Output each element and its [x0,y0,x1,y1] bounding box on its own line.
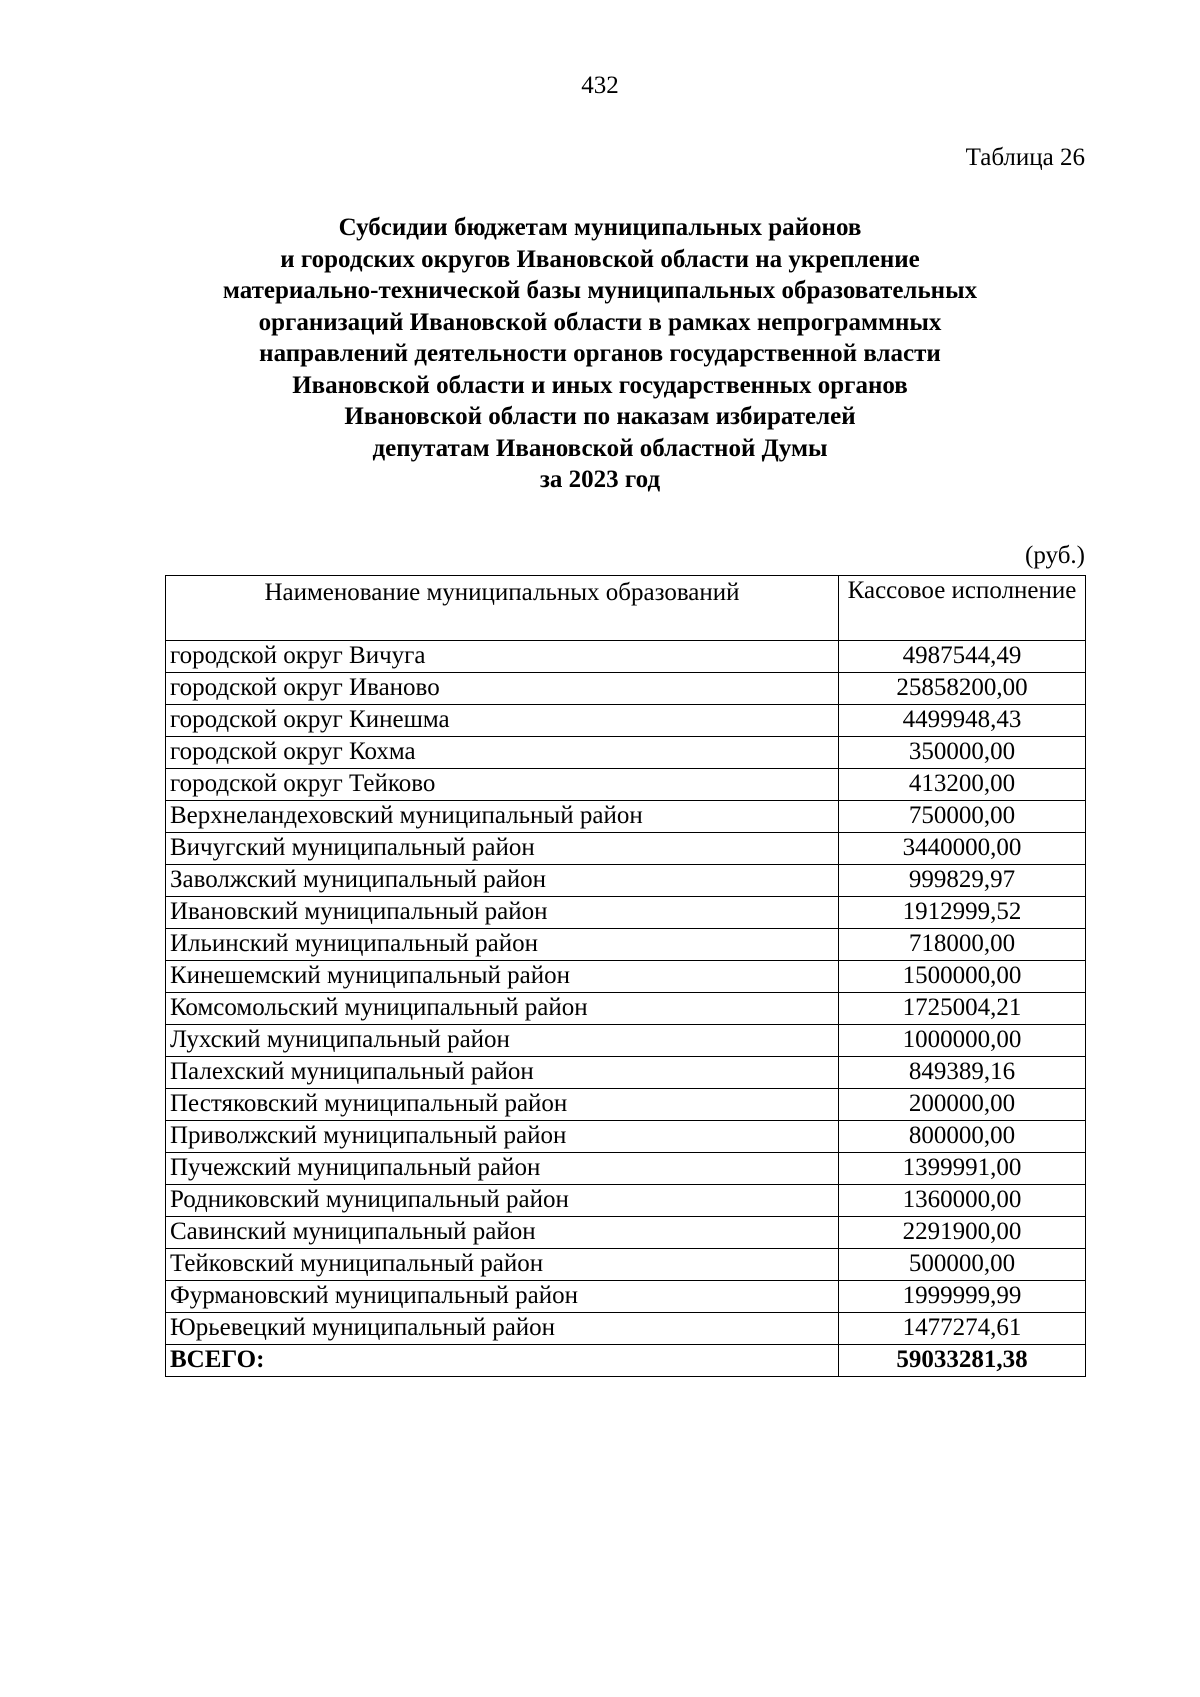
unit-label: (руб.) [1025,542,1085,569]
cash-execution-value: 1912999,52 [839,897,1086,929]
municipality-name: Пучежский муниципальный район [166,1153,839,1185]
municipality-name: Палехский муниципальный район [166,1057,839,1089]
municipality-name: городской округ Вичуга [166,641,839,673]
cash-execution-value: 500000,00 [839,1249,1086,1281]
title-line: за 2023 год [539,466,661,493]
cash-execution-value: 718000,00 [839,929,1086,961]
title-line: Ивановской области и иных государственных органов [292,371,908,399]
cash-execution-value: 3440000,00 [839,833,1086,865]
table-row [166,1217,1086,1249]
cash-execution-value: 25858200,00 [839,673,1086,705]
table-row [166,833,1086,865]
table-header-row [166,576,1086,641]
table-row [166,705,1086,737]
document-title [0,212,1200,496]
cash-execution-value: 1477274,61 [839,1313,1086,1345]
subsidies-table [165,575,1086,1377]
cash-execution-value: 1360000,00 [839,1185,1086,1217]
municipality-name: Пестяковский муниципальный район [166,1089,839,1121]
title-line: организаций Ивановской области в рамках непрограммных [258,308,942,336]
cash-execution-value: 4499948,43 [839,705,1086,737]
total-row [166,1345,1086,1377]
cash-execution-value: 1999999,99 [839,1281,1086,1313]
table-row [166,993,1086,1025]
municipality-name: Лухский муниципальный район [166,1025,839,1057]
municipality-name: Тейковский муниципальный район [166,1249,839,1281]
table-row [166,1153,1086,1185]
title-line: направлений деятельности органов государственной власти [259,340,941,367]
municipality-name: Вичугский муниципальный район [166,833,839,865]
table-row [166,1281,1086,1313]
municipality-name: Ильинский муниципальный район [166,929,839,961]
municipality-name: Юрьевецкий муниципальный район [166,1313,839,1345]
page-number: 432 [581,72,619,99]
municipality-name: Савинский муниципальный район [166,1217,839,1249]
table-row [166,1089,1086,1121]
municipality-name: Комсомольский муниципальный район [166,993,839,1025]
municipality-name: Ивановский муниципальный район [166,897,839,929]
municipality-name: Верхнеландеховский муниципальный район [166,801,839,833]
header-name: Наименование муниципальных образований [166,576,839,641]
municipality-name: Родниковский муниципальный район [166,1185,839,1217]
table-row [166,737,1086,769]
municipality-name: Приволжский муниципальный район [166,1121,839,1153]
cash-execution-value: 999829,97 [839,865,1086,897]
total-label: ВСЕГО: [166,1345,839,1377]
table-row [166,929,1086,961]
cash-execution-value: 1399991,00 [839,1153,1086,1185]
table-row [166,897,1086,929]
municipality-name: городской округ Кохма [166,737,839,769]
title-line: материально-технической базы муниципальных образовательных [222,277,978,304]
cash-execution-value: 1725004,21 [839,993,1086,1025]
cash-execution-value: 2291900,00 [839,1217,1086,1249]
municipality-name: городской округ Иваново [166,673,839,705]
header-value: Кассовое исполнение [839,576,1086,641]
cash-execution-value: 4987544,49 [839,641,1086,673]
cash-execution-value: 200000,00 [839,1089,1086,1121]
cash-execution-value: 413200,00 [839,769,1086,801]
table-row [166,1313,1086,1345]
table-row [166,801,1086,833]
table-row [166,961,1086,993]
municipality-name: Фурмановский муниципальный район [166,1281,839,1313]
cash-execution-value: 800000,00 [839,1121,1086,1153]
table-row [166,1057,1086,1089]
municipality-name: Заволжский муниципальный район [166,865,839,897]
municipality-name: городской округ Кинешма [166,705,839,737]
table-row [166,1025,1086,1057]
table-row [166,1185,1086,1217]
cash-execution-value: 350000,00 [839,737,1086,769]
cash-execution-value: 750000,00 [839,801,1086,833]
municipality-name: Кинешемский муниципальный район [166,961,839,993]
title-line: Субсидии бюджетам муниципальных районов [338,214,862,241]
title-line: депутатам Ивановской областной Думы [372,434,828,462]
title-line: и городских округов Ивановской области на укрепление [280,245,920,273]
municipality-name: городской округ Тейково [166,769,839,801]
table-row [166,673,1086,705]
table-row [166,1249,1086,1281]
table-row [166,1121,1086,1153]
title-line: Ивановской области по наказам избирателей [344,403,856,430]
total-value: 59033281,38 [839,1345,1086,1377]
table-row [166,641,1086,673]
cash-execution-value: 849389,16 [839,1057,1086,1089]
table-row [166,865,1086,897]
cash-execution-value: 1500000,00 [839,961,1086,993]
table-label: Таблица 26 [965,144,1085,171]
cash-execution-value: 1000000,00 [839,1025,1086,1057]
table-row [166,769,1086,801]
